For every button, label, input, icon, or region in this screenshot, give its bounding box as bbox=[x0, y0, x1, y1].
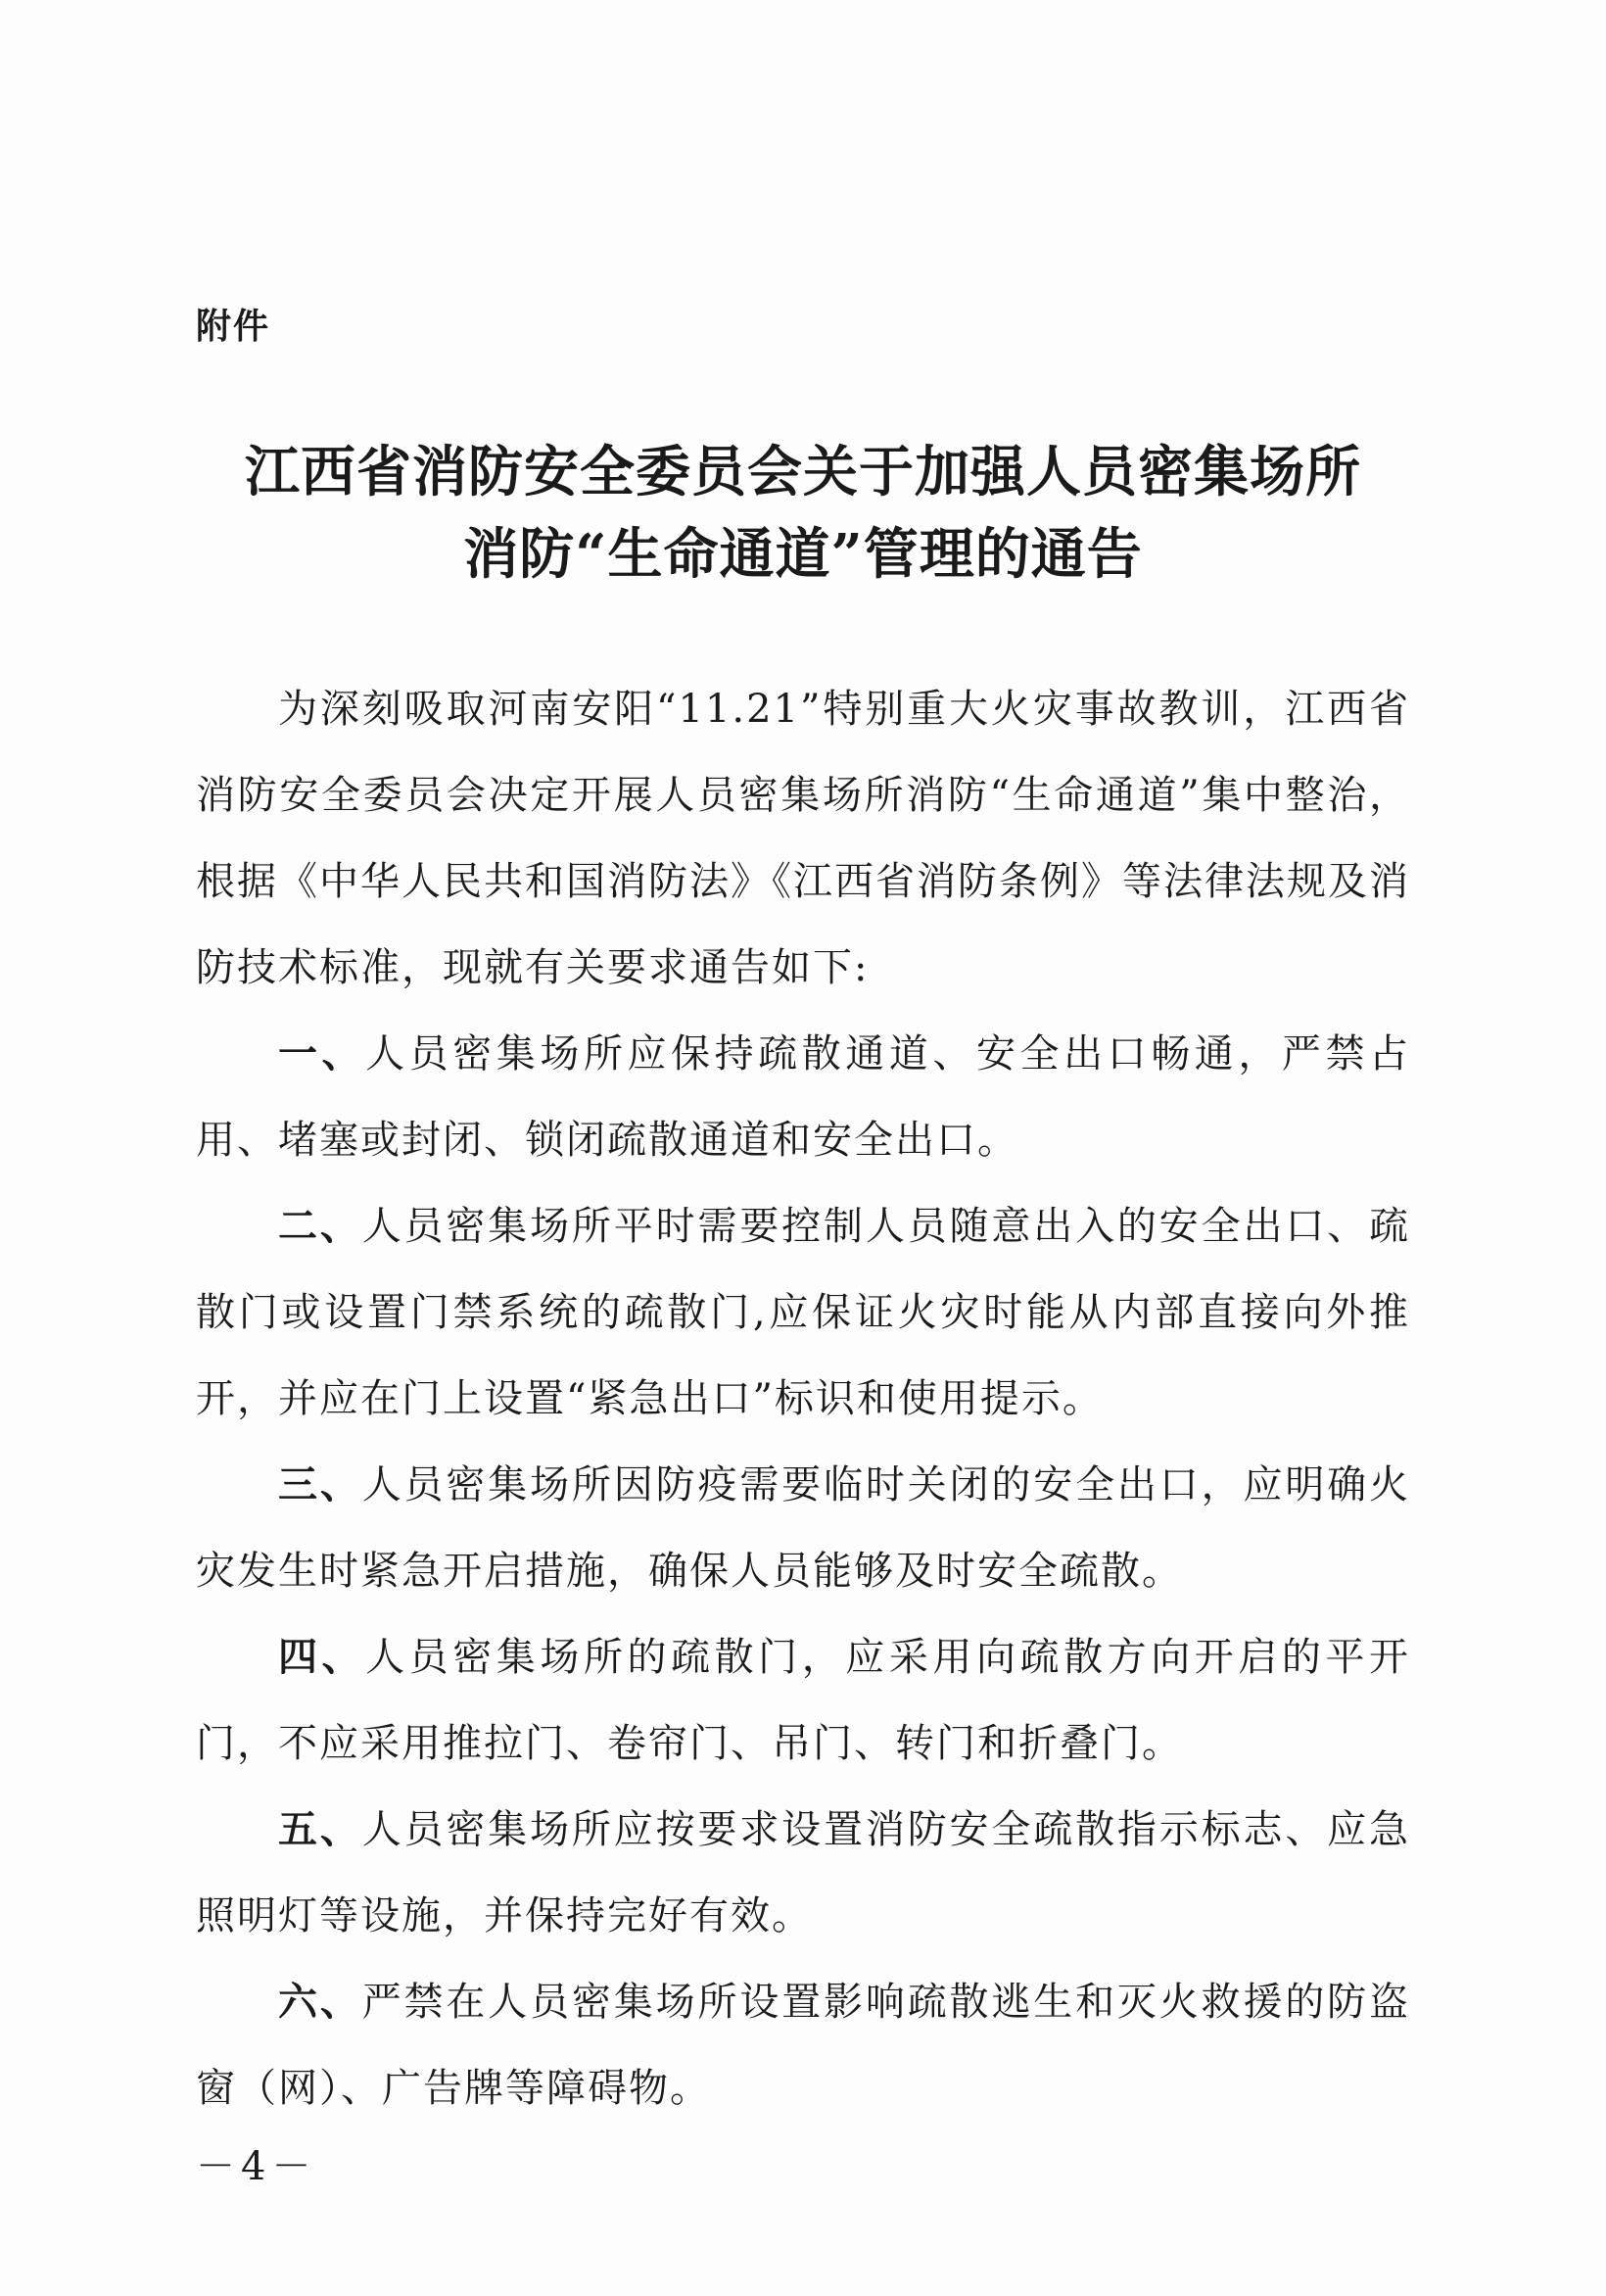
attachment-label: 附件 bbox=[196, 307, 271, 347]
item-number: 一、 bbox=[278, 1031, 366, 1076]
title-line-2: 消防“生命通道”管理的通告 bbox=[463, 522, 1143, 587]
item-paragraph-2 bbox=[196, 1183, 1410, 1442]
document-body bbox=[196, 666, 1410, 2131]
page-number: －4－ bbox=[196, 2144, 317, 2189]
document-title bbox=[147, 431, 1459, 596]
item-paragraph-6 bbox=[196, 1959, 1410, 2131]
intro-paragraph: 为深刻吸取河南安阳“11.21”特别重大火灾事故教训，江西省消防安全委员会决定开展人员密集场所消防“生命通道”集中整治，根据《中华人民共和国消防法》《江西省消防条例》等法律法规及消防技术标准，现就有关要求通告如下: bbox=[196, 687, 1410, 990]
item-text: 人员密集场所的疏散门，应采用向疏散方向开启的平开门，不应采用推拉门、卷帘门、吊门、转门和折叠门。 bbox=[196, 1635, 1411, 1766]
item-paragraph-4 bbox=[196, 1614, 1410, 1787]
item-number: 六、 bbox=[278, 1980, 362, 2025]
item-text: 人员密集场所平时需要控制人员随意出入的安全出口、疏散门或设置门禁系统的疏散门,应保证火灾时能从内部直接向外推开，并应在门上设置“紧急出口”标识和使用提示。 bbox=[196, 1204, 1411, 1421]
item-text: 严禁在人员密集场所设置影响疏散逃生和灭火救援的防盗窗（网）、广告牌等障碍物。 bbox=[196, 1980, 1411, 2111]
item-number: 二、 bbox=[278, 1204, 362, 1249]
item-text: 人员密集场所应按要求设置消防安全疏散指示标志、应急照明灯等设施，并保持完好有效。 bbox=[196, 1807, 1411, 1938]
item-text: 人员密集场所因防疫需要临时关闭的安全出口，应明确火灾发生时紧急开启措施，确保人员能够及时安全疏散。 bbox=[196, 1462, 1411, 1594]
item-paragraph-1 bbox=[196, 1011, 1410, 1183]
item-number: 四、 bbox=[278, 1635, 366, 1680]
item-number: 五、 bbox=[278, 1807, 362, 1852]
item-number: 三、 bbox=[278, 1462, 362, 1507]
item-paragraph-5 bbox=[196, 1787, 1410, 1959]
item-paragraph-3 bbox=[196, 1442, 1410, 1614]
title-line-1: 江西省消防安全委员会关于加强人员密集场所 bbox=[245, 440, 1361, 504]
item-text: 人员密集场所应保持疏散通道、安全出口畅通，严禁占用、堵塞或封闭、锁闭疏散通道和安全出口。 bbox=[196, 1031, 1411, 1163]
